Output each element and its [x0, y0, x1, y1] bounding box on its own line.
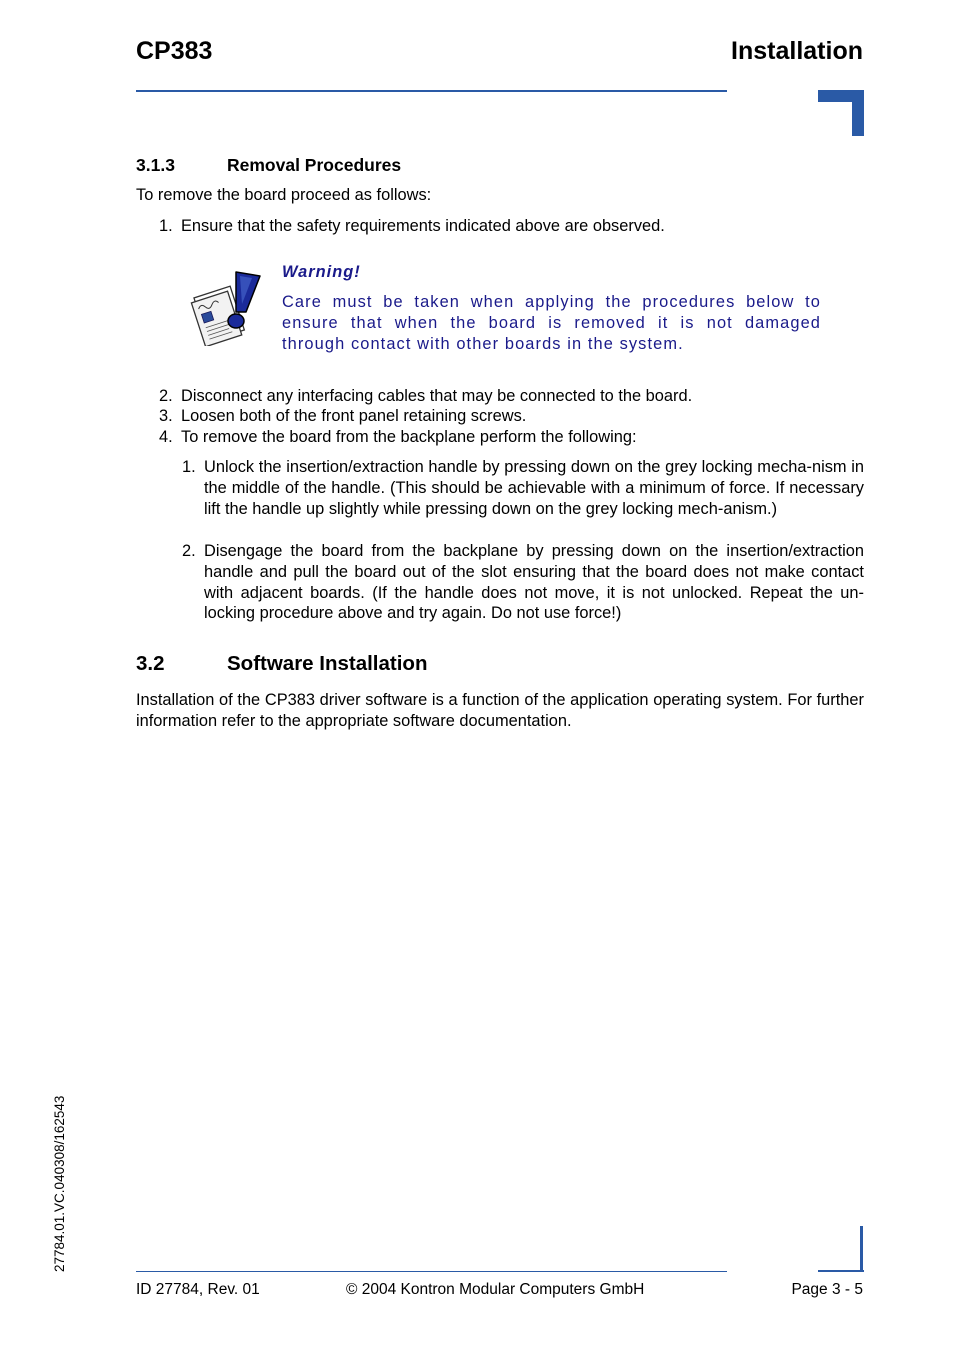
list-number: 1.: [182, 458, 196, 476]
section-title: Software Installation: [227, 652, 428, 675]
page-number: Page 3 - 5: [791, 1281, 863, 1298]
section-number: 3.1.3: [136, 155, 175, 175]
warning-exclamation-icon: [190, 268, 266, 346]
list-item: [159, 406, 864, 428]
warning-title: Warning!: [282, 263, 361, 281]
list-number: 2.: [182, 542, 196, 560]
chapter-title: Installation: [731, 37, 863, 65]
section-number: 3.2: [136, 652, 165, 675]
warning-text: Care must be taken when applying the procedures below to ensure that when the board is removed it is not damaged through contact with other boards in the system.: [282, 293, 821, 353]
footer-rule: [136, 1271, 727, 1272]
doc-title: CP383: [136, 37, 213, 65]
footer-corner-mark: [818, 1226, 864, 1272]
list-text: To remove the board from the backplane perform the following:: [181, 428, 637, 446]
list-text: Disengage the board from the backplane by pressing down on the insertion/extraction handle and pull the board out of the slot ensuring that the board does not make contact with adjacent boards. (If the handle does not move, it is not unlocked. Repeat the un-locking procedure above and try again. Do not use force!): [204, 542, 864, 623]
list-text: Unlock the insertion/extraction handle by pressing down on the grey locking mecha-nism in the middle of the handle. (This should be achievable with a minimum of force. If necessary lift the handle up slightly while pressing down on the grey locking mech-anism.): [204, 458, 864, 518]
list-item: [159, 427, 864, 449]
intro-text: To remove the board proceed as follows:: [136, 186, 432, 204]
sublist-item: [182, 541, 864, 625]
list-text: Ensure that the safety requirements indicated above are observed.: [181, 217, 665, 235]
list-text: Disconnect any interfacing cables that may be connected to the board.: [181, 387, 693, 405]
header-rule: [136, 90, 727, 92]
list-number: 2.: [159, 387, 173, 405]
list-text: Loosen both of the front panel retaining screws.: [181, 407, 527, 425]
list-item: [159, 386, 864, 408]
list-item: [159, 216, 864, 238]
section-title: Removal Procedures: [227, 155, 402, 175]
list-number: 1.: [159, 217, 173, 235]
document-id-vertical: 27784.01.VC.040308/162543: [52, 1095, 67, 1272]
body-paragraph: Installation of the CP383 driver software is a function of the application operating system. For further information refer to the appropriate software documentation.: [136, 691, 864, 730]
footer-id: ID 27784, Rev. 01: [136, 1281, 260, 1298]
header-corner-mark: [818, 90, 864, 136]
sublist-item: [182, 457, 864, 541]
list-number: 3.: [159, 407, 173, 425]
footer-copyright: © 2004 Kontron Modular Computers GmbH: [346, 1281, 645, 1298]
list-number: 4.: [159, 428, 173, 446]
